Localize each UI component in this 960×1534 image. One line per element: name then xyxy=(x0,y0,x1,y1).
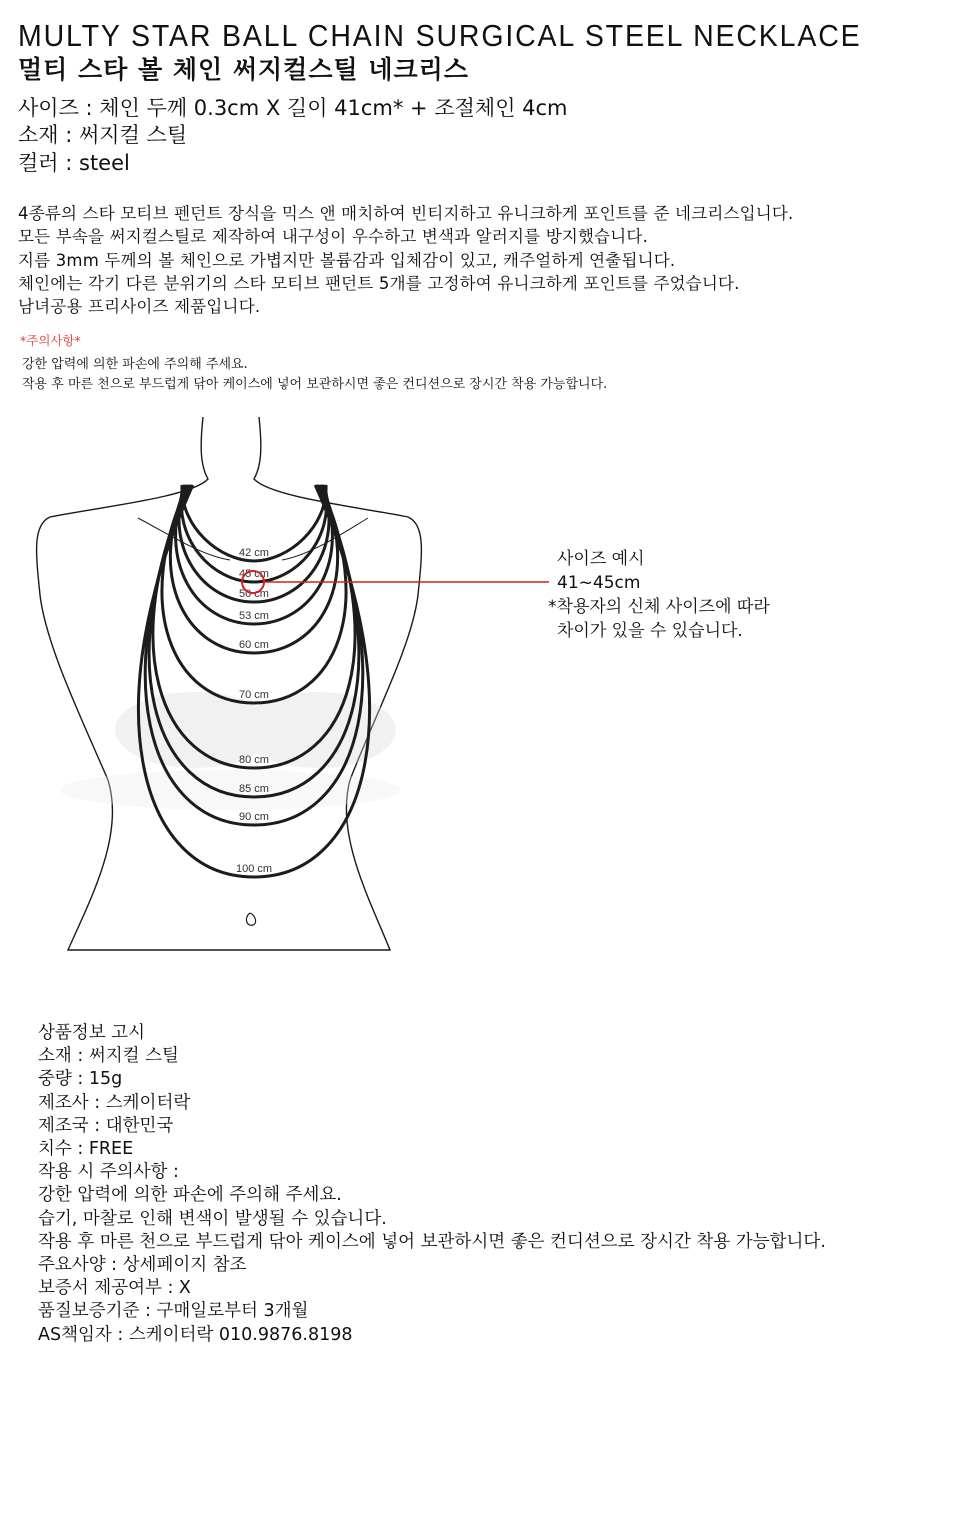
product-description xyxy=(18,202,793,318)
chain-length-label: 100 cm xyxy=(235,863,273,875)
spec-material: 소재 : 써지컬 스틸 xyxy=(18,123,188,147)
description-line: 모든 부속을 써지컬스틸로 제작하여 내구성이 우수하고 변색과 알러지를 방지했습니다. xyxy=(18,227,649,247)
size-example-note xyxy=(548,547,770,643)
chain-length-label: 60 cm xyxy=(239,639,269,651)
size-example-range: 41~45cm xyxy=(557,573,641,593)
product-info-notice xyxy=(38,1022,826,1347)
size-example-title: 사이즈 예시 xyxy=(557,549,645,569)
chain-loop xyxy=(179,485,329,602)
description-line: 4종류의 스타 모티브 펜던트 장식을 믹스 앤 매치하여 빈티지하고 유니크하게 포인트를 준 네크리스입니다. xyxy=(18,204,794,223)
caution-line: 강한 압력에 의한 파손에 주의해 주세요. xyxy=(22,357,248,372)
info-line: 작용 후 마른 천으로 부드럽게 닦아 케이스에 넣어 보관하시면 좋은 컨디션으로 장시간 착용 가능합니다. xyxy=(38,1231,826,1252)
description-line: 지름 3mm 두께의 볼 체인으로 가볍지만 볼륨감과 입체감이 있고, 캐주얼하게 연출됩니다. xyxy=(18,250,676,270)
info-line: 습기, 마찰로 인해 변색이 발생될 수 있습니다. xyxy=(38,1208,387,1229)
chain-length-label: 80 cm xyxy=(239,754,269,766)
size-example-caveat-2: 차이가 있을 수 있습니다. xyxy=(557,621,743,641)
product-title-en: MULTY STAR BALL CHAIN SURGICAL STEEL NECKLACE xyxy=(18,18,862,53)
info-line: 강한 압력에 의한 파손에 주의해 주세요. xyxy=(38,1185,342,1206)
chain-length-label: 50 cm xyxy=(239,588,269,600)
info-line: 제조사 : 스케이터락 xyxy=(38,1092,191,1113)
info-line: 작용 시 주의사항 : xyxy=(38,1162,179,1183)
info-line: AS책임자 : 스케이터락 010.9876.8198 xyxy=(38,1324,353,1345)
spec-size: 사이즈 : 체인 두께 0.3cm X 길이 41cm* + 조절체인 4cm xyxy=(18,96,568,120)
chain-length-label: 53 cm xyxy=(239,610,269,622)
info-line: 제조국 : 대한민국 xyxy=(38,1115,174,1136)
info-line: 주요사양 : 상세페이지 참조 xyxy=(38,1255,247,1276)
chain-length-label: 90 cm xyxy=(239,811,269,823)
chain-length-label: 45 cm xyxy=(239,568,269,580)
info-line: 상품정보 고시 xyxy=(38,1023,145,1043)
size-example-caveat: *착용자의 신체 사이즈에 따라 xyxy=(548,597,770,617)
size-guide-figure xyxy=(0,395,960,970)
description-line: 남녀공용 프리사이즈 제품입니다. xyxy=(18,297,261,317)
info-line: 보증서 제공여부 : X xyxy=(38,1278,191,1299)
info-line: 소재 : 써지컬 스틸 xyxy=(38,1046,179,1067)
info-line: 품질보증기준 : 구매일로부터 3개월 xyxy=(38,1301,309,1322)
chain-length-label: 85 cm xyxy=(239,783,269,795)
caution-line: 작용 후 마른 천으로 부드럽게 닦아 케이스에 넣어 보관하시면 좋은 컨디션으로 장시간 착용 가능합니다. xyxy=(22,377,608,392)
info-line: 중량 : 15g xyxy=(38,1069,123,1090)
caution-title: *주의사항* xyxy=(20,333,81,348)
caution-list xyxy=(22,355,607,395)
product-title-ko: 멀티 스타 볼 체인 써지컬스틸 네크리스 xyxy=(18,55,469,84)
description-line: 체인에는 각기 다른 분위기의 스타 모티브 팬던트 5개를 고정하여 유니크하게 포인트를 주었습니다. xyxy=(18,273,740,293)
spec-color: 컬러 : steel xyxy=(18,151,130,175)
chain-length-label: 42 cm xyxy=(239,547,269,559)
chain-length-label: 70 cm xyxy=(239,689,269,701)
info-line: 치수 : FREE xyxy=(38,1139,134,1160)
